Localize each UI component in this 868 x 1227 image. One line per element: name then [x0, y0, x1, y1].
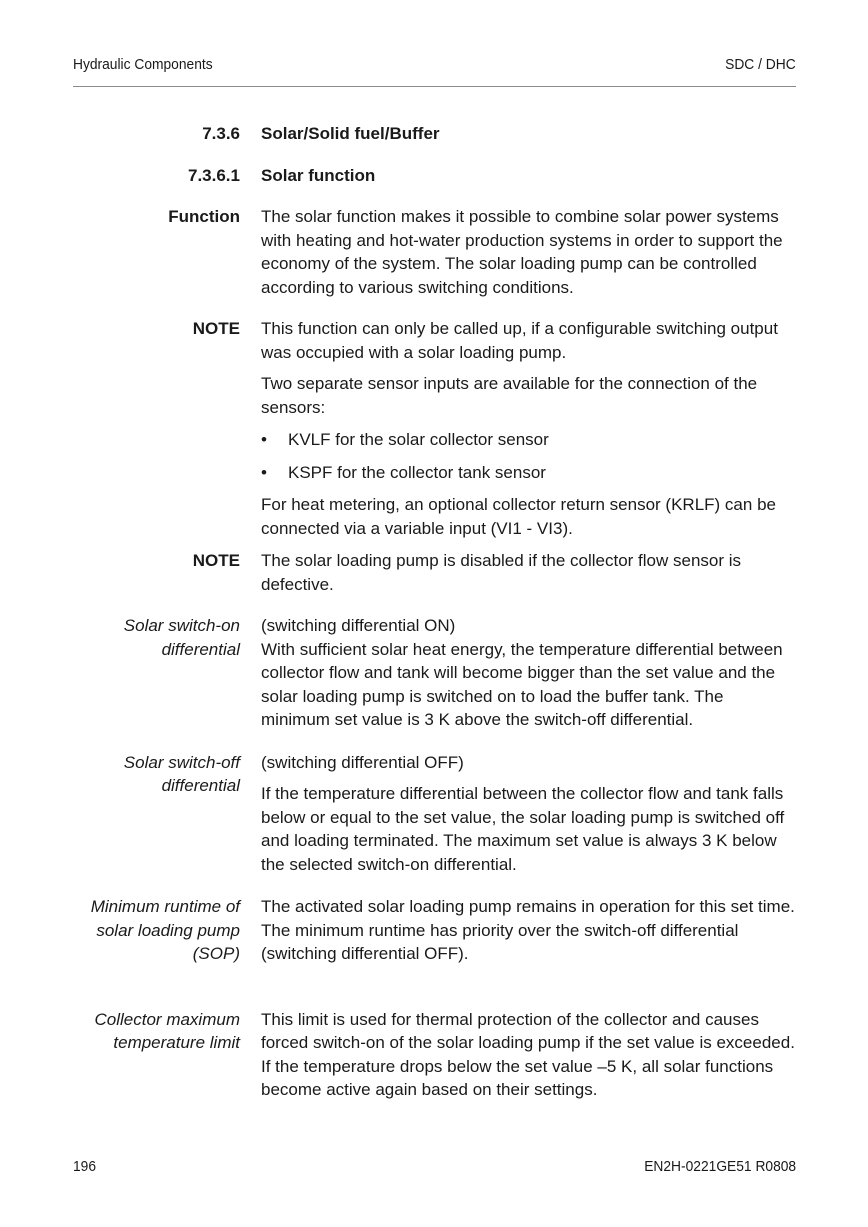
function-block [73, 205, 796, 299]
section-number: 7.3.6 [202, 124, 240, 143]
collector-max-label-line-2: temperature limit [113, 1033, 240, 1052]
function-text: The solar function makes it possible to combine solar power systems with heating and hot-water production systems in order to support the economy of the system. The solar loading pump can be controlled according to various switching conditions. [261, 207, 783, 297]
page-number: 196 [73, 1158, 97, 1175]
switch-off-label [73, 751, 261, 877]
header-chapter-title: Hydraulic Components [73, 56, 213, 73]
switch-on-label [73, 614, 261, 732]
page-footer [73, 1158, 796, 1175]
note-label-2: NOTE [192, 551, 240, 570]
page-header [73, 56, 796, 87]
collector-max-text: This limit is used for thermal protection of the collector and causes forced switch-on of the solar loading pump if the set value is exceeded. If the temperature drops below the set value –5 K, all solar functions become active again based on their settings. [261, 1009, 795, 1099]
switch-off-text: If the temperature differential between the collector flow and tank falls below or equal to the set value, the solar loading pump is switched off and loading terminated. The maximum set value is always 3 K below the selected switch-on differential. [261, 784, 785, 874]
note-text-2: The solar loading pump is disabled if the collector flow sensor is defective. [261, 551, 742, 594]
min-runtime-block [73, 895, 796, 966]
switch-on-label-line-1: Solar switch-on [123, 616, 240, 635]
list-item-text: KVLF for the solar collector sensor [288, 430, 549, 449]
collector-max-label [73, 1008, 261, 1102]
page-content [73, 122, 796, 1102]
min-runtime-label [73, 895, 261, 966]
note-text-1: This function can only be called up, if a configurable switching output was occupied with a solar loading pump. [261, 319, 778, 362]
subsection-title: Solar function [261, 165, 376, 185]
heat-metering-text: For heat metering, an optional collector return sensor (KRLF) can be connected via a variable input (VI1 - VI3). [261, 495, 776, 538]
switch-on-label-line-2: differential [161, 639, 240, 659]
switch-off-subtitle: (switching differential OFF) [261, 752, 464, 772]
collector-max-block [73, 1008, 796, 1102]
min-runtime-label-line-2: solar loading pump [96, 920, 240, 940]
switch-off-label-line-1: Solar switch-off [123, 752, 240, 772]
list-item [261, 461, 796, 485]
note-block-2 [73, 549, 796, 596]
subsection-heading [73, 164, 796, 188]
switch-on-text: With sufficient solar heat energy, the temperature differential between collector flow and tank will become bigger than the set value and the solar loading pump is switched on to load the buffer tank. The minimum set value is 3 K above the switch-off differential. [261, 639, 783, 729]
min-runtime-label-line-1: Minimum runtime of [90, 897, 240, 916]
list-item [261, 428, 796, 452]
section-title: Solar/Solid fuel/Buffer [261, 124, 440, 143]
list-item-text: KSPF for the collector tank sensor [288, 462, 546, 482]
min-runtime-label-line-3: (SOP) [192, 944, 240, 963]
sensors-intro-text: Two separate sensor inputs are available for the connection of the sensors: [261, 374, 758, 417]
note-block-1 [73, 317, 796, 540]
bullet-icon: • [261, 462, 267, 482]
document-code: EN2H-0221GE51 R0808 [644, 1158, 796, 1175]
bullet-icon: • [261, 430, 267, 449]
switch-off-label-line-2: differential [161, 776, 240, 795]
switch-on-block [73, 614, 796, 732]
collector-max-label-line-1: Collector maximum [94, 1009, 240, 1029]
subsection-number: 7.3.6.1 [188, 165, 240, 185]
switch-on-subtitle: (switching differential ON) [261, 616, 456, 635]
min-runtime-text: The activated solar loading pump remains in operation for this set time. The minimum runtime has priority over the switch-off differential (switching differential OFF). [261, 897, 795, 963]
header-product-name: SDC / DHC [725, 56, 796, 73]
sensor-list [261, 428, 796, 484]
function-label: Function [168, 207, 240, 226]
switch-off-block [73, 751, 796, 877]
note-label-1: NOTE [192, 319, 240, 338]
section-heading [73, 122, 796, 146]
